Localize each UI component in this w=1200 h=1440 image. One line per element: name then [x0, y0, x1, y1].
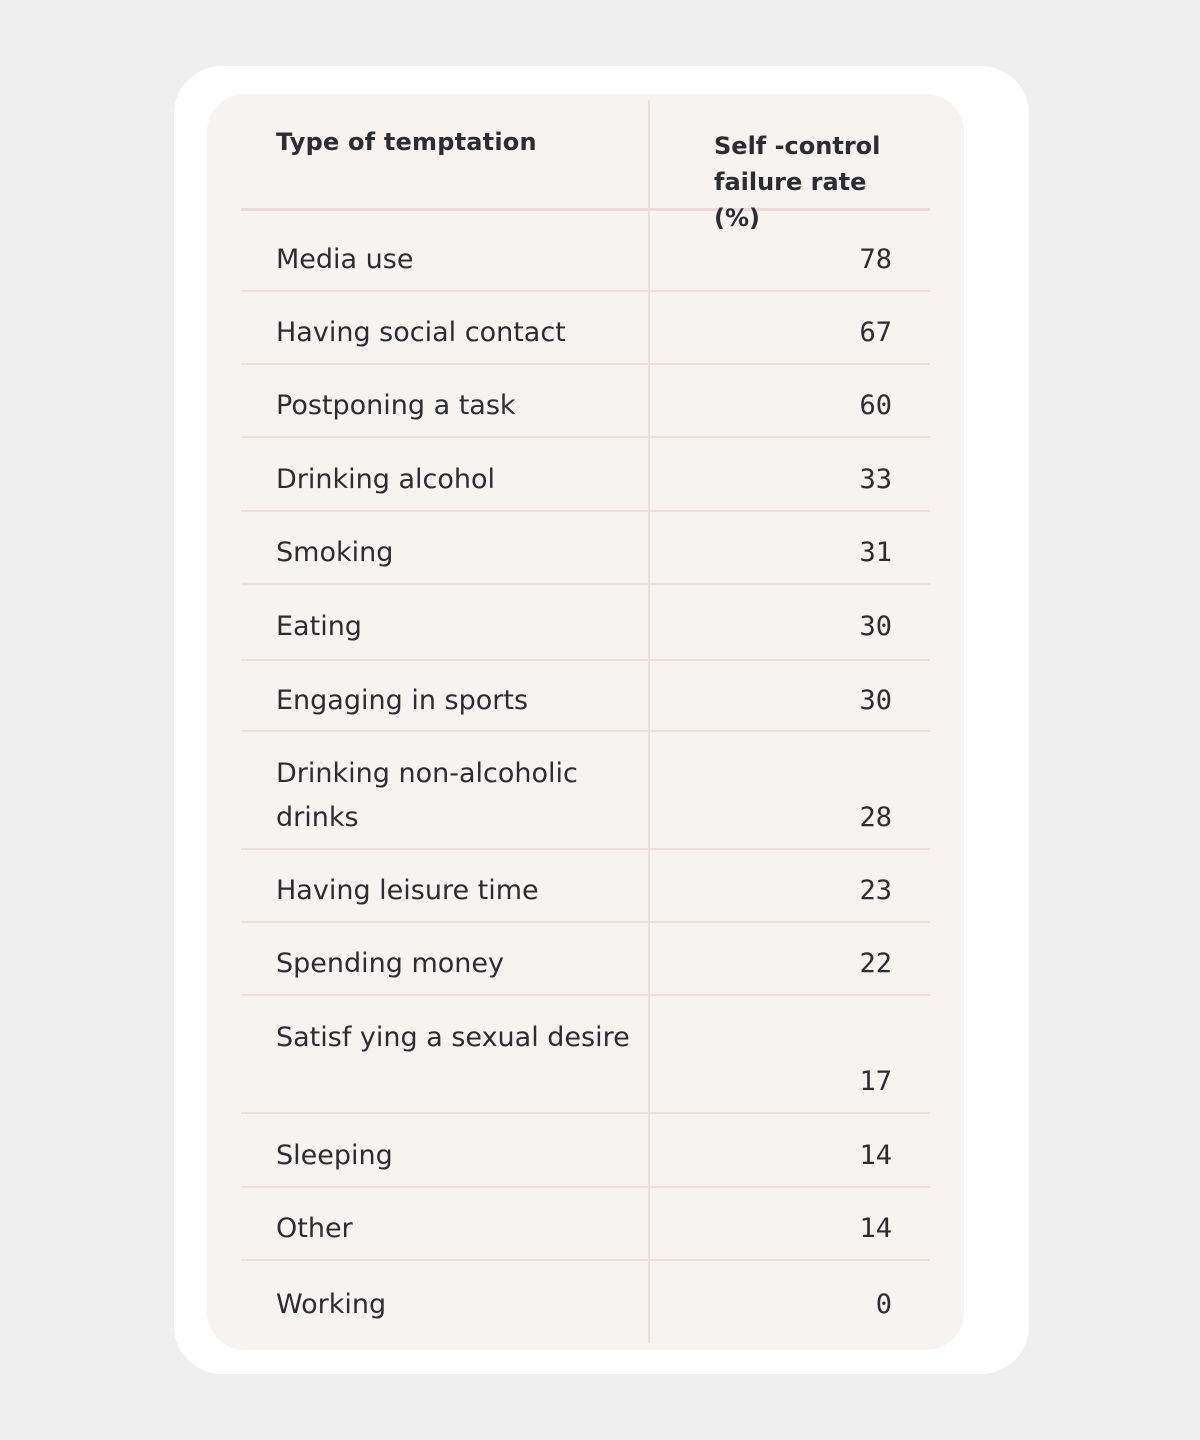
table-row: [241, 1261, 930, 1345]
row-value: 30: [859, 685, 892, 716]
row-value: 23: [859, 875, 892, 906]
table-row: [241, 218, 930, 292]
table-row: [241, 512, 930, 585]
table-header-row: [241, 94, 930, 232]
row-label: Spending money: [276, 948, 504, 979]
row-value: 0: [875, 1289, 892, 1320]
header-failure-rate: Self -control failure rate (%): [714, 132, 881, 232]
table-row: [241, 661, 930, 732]
table-row: [241, 438, 930, 512]
row-label: Other: [276, 1213, 353, 1244]
row-value: 31: [859, 537, 892, 568]
table-row: [241, 1114, 930, 1188]
row-value: 17: [859, 1066, 892, 1097]
row-value: 22: [859, 948, 892, 979]
table-row: [241, 1188, 930, 1261]
row-label: Having leisure time: [276, 875, 539, 906]
table-row: [241, 923, 930, 996]
row-value: 14: [859, 1140, 892, 1171]
row-value: 30: [859, 611, 892, 642]
row-value: 67: [859, 317, 892, 348]
row-value: 60: [859, 390, 892, 421]
row-value: 78: [859, 244, 892, 275]
table-row: [241, 850, 930, 923]
table-row: [241, 732, 930, 850]
row-value: 28: [859, 802, 892, 833]
table-row: [241, 365, 930, 438]
row-label: Drinking non-alcoholic drinks: [276, 758, 578, 833]
row-label: Drinking alcohol: [276, 464, 496, 495]
row-label: Sleeping: [276, 1140, 393, 1171]
row-label: Postponing a task: [276, 390, 516, 421]
table-body: [241, 218, 930, 1345]
row-label: Engaging in sports: [276, 685, 529, 716]
row-value: 33: [859, 464, 892, 495]
table-row: [241, 996, 930, 1114]
row-label: Satisf ying a sexual desire: [276, 1022, 630, 1053]
row-label: Media use: [276, 244, 414, 275]
header-type-of-temptation: Type of temptation: [276, 128, 537, 156]
row-label: Working: [276, 1289, 387, 1320]
table-row: [241, 292, 930, 365]
row-label: Eating: [276, 611, 362, 642]
row-label: Having social contact: [276, 317, 566, 348]
row-value: 14: [859, 1213, 892, 1244]
row-label: Smoking: [276, 537, 394, 568]
table-row: [241, 585, 930, 661]
